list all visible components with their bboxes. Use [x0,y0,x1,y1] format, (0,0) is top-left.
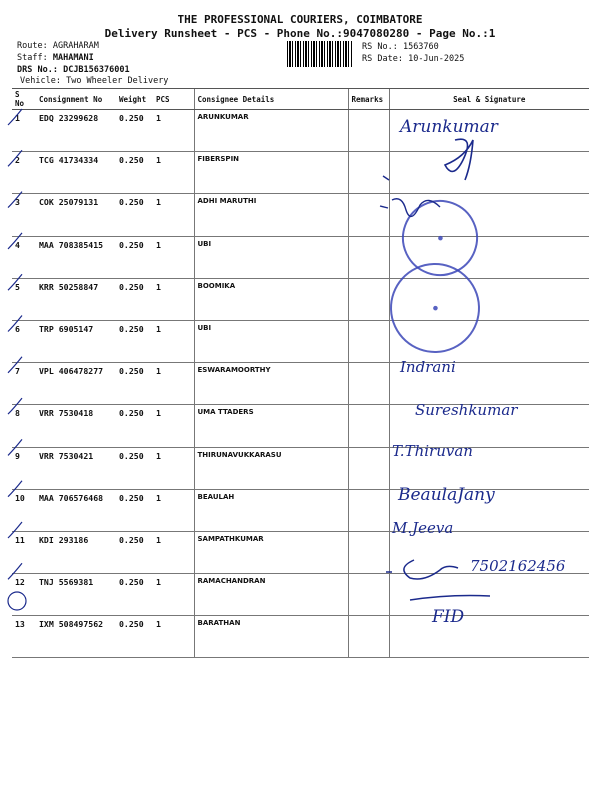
signature-cell [389,531,589,573]
weight-cell: 0.250 [116,405,153,447]
table-header-row [12,89,589,110]
weight-cell: 0.250 [116,447,153,489]
weight-cell: 0.250 [116,616,153,658]
consignee-cell: RAMACHANDRAN [194,574,348,616]
consignment-cell: MAA 708385415 [36,236,116,278]
pcs-cell: 1 [153,531,194,573]
signature-cell [389,616,589,658]
pcs-cell: 1 [153,236,194,278]
weight-cell: 0.250 [116,489,153,531]
pcs-cell: 1 [153,489,194,531]
rs-no-label: RS No.: [362,42,398,52]
sno-cell: 13 [12,616,36,658]
remarks-cell [348,616,389,658]
consignment-cell: IXM 508497562 [36,616,116,658]
consignment-cell: TRP 6905147 [36,320,116,362]
sno-cell: 6 [12,320,36,362]
weight-cell: 0.250 [116,152,153,194]
drs-label: DRS No.: [17,65,58,75]
weight-cell: 0.250 [116,363,153,405]
official-stamp-1: ● [391,189,488,286]
pcs-cell: 1 [153,447,194,489]
consignee-cell: BEAULAH [194,489,348,531]
sno-cell: 2 [12,152,36,194]
consignment-cell: KDI 293186 [36,531,116,573]
col-consignment: Consignment No [36,89,116,110]
sno-cell: 8 [12,405,36,447]
vehicle-label: Vehicle: [20,76,61,86]
remarks-cell [348,194,389,236]
consignment-cell: VRR 7530421 [36,447,116,489]
consignment-cell: COK 25079131 [36,194,116,236]
rs-date-line [362,53,464,65]
pcs-cell: 1 [153,320,194,362]
signature-10: BeaulaJany [398,485,495,505]
consignee-cell: ARUNKUMAR [194,110,348,152]
rs-no-value: 1563760 [402,42,439,52]
pcs-cell: 1 [153,152,194,194]
table-row [12,447,589,489]
pcs-cell: 1 [153,110,194,152]
consignee-cell: UMA TTADERS [194,405,348,447]
table-row [12,405,589,447]
staff-value: MAHAMANI [52,53,94,63]
sno-cell: 1 [12,110,36,152]
sno-cell: 7 [12,363,36,405]
weight-cell: 0.250 [116,194,153,236]
col-signature: Seal & Signature [389,89,589,110]
sno-cell: 10 [12,489,36,531]
rs-no-line [362,41,439,53]
table-row [12,194,589,236]
sno-cell: 9 [12,447,36,489]
table-row [12,152,589,194]
consignment-cell: EDQ 23299628 [36,110,116,152]
vehicle-value: Two Wheeler Delivery [66,76,169,86]
weight-cell: 0.250 [116,236,153,278]
consignee-cell: BARATHAN [194,616,348,658]
table-row [12,363,589,405]
signature-9: T.Thiruvan [392,442,473,460]
route-value: AGRAHARAM [52,41,99,51]
route-line [17,40,99,52]
remarks-cell [348,405,389,447]
consignment-cell: VPL 406478277 [36,363,116,405]
remarks-cell [348,110,389,152]
remarks-cell [348,152,389,194]
col-pcs: PCS [153,89,194,110]
vehicle-line [20,75,168,87]
signature-1: Arunkumar [400,117,498,137]
drs-value: DCJB156376001 [63,65,130,75]
consignment-cell: MAA 706576468 [36,489,116,531]
pcs-cell: 1 [153,405,194,447]
pcs-cell: 1 [153,363,194,405]
signature-cell [389,489,589,531]
table-row [12,278,589,320]
col-sno: S No [12,89,36,110]
weight-cell: 0.250 [116,574,153,616]
signature-11: M.Jeeva [392,519,454,537]
consignment-cell: KRR 50258847 [36,278,116,320]
signature-cell [389,152,589,194]
consignee-cell: ESWARAMOORTHY [194,363,348,405]
sno-cell: 5 [12,278,36,320]
staff-line [17,52,94,64]
consignee-cell: ADHI MARUTHI [194,194,348,236]
sno-cell: 4 [12,236,36,278]
col-consignee: Consignee Details [194,89,348,110]
pcs-cell: 1 [153,278,194,320]
consignment-cell: VRR 7530418 [36,405,116,447]
pcs-cell: 1 [153,616,194,658]
weight-cell: 0.250 [116,110,153,152]
company-title: THE PROFESSIONAL COURIERS, COIMBATORE [177,13,423,26]
pcs-cell: 1 [153,194,194,236]
table-row [12,320,589,362]
sno-cell: 12 [12,574,36,616]
signature-13: FID [432,607,465,627]
rs-date-value: 10-Jun-2025 [408,54,465,64]
table-row [12,574,589,616]
remarks-cell [348,489,389,531]
table-row [12,616,589,658]
table-body [12,110,589,658]
remarks-cell [348,320,389,362]
consignee-cell: UBI [194,320,348,362]
runsheet-subtitle: Delivery Runsheet - PCS - Phone No.:9047080280 - Page No.:1 [104,27,496,40]
weight-cell: 0.250 [116,320,153,362]
pcs-cell: 1 [153,574,194,616]
sno-cell: 11 [12,531,36,573]
runsheet-table [12,88,589,658]
remarks-cell [348,531,389,573]
signature-cell [389,110,589,152]
weight-cell: 0.250 [116,531,153,573]
consignee-cell: UBI [194,236,348,278]
remarks-cell [348,574,389,616]
table-row [12,531,589,573]
consignee-cell: THIRUNAVUKKARASU [194,447,348,489]
signature-cell [389,363,589,405]
col-weight: Weight [116,89,153,110]
consignee-cell: BOOMIKA [194,278,348,320]
staff-label: Staff: [17,53,48,63]
table-row [12,236,589,278]
official-stamp-2: ● [377,250,492,365]
signature-cell [389,447,589,489]
remarks-cell [348,236,389,278]
consignee-cell: SAMPATHKUMAR [194,531,348,573]
remarks-cell [348,363,389,405]
signature-8: Sureshkumar [415,401,518,419]
signature-cell [389,574,589,616]
table-row [12,489,589,531]
signature-7: Indrani [400,358,456,376]
consignee-cell: FIBERSPIN [194,152,348,194]
signature-cell [389,405,589,447]
sno-cell: 3 [12,194,36,236]
consignment-cell: TCG 41734334 [36,152,116,194]
col-remarks: Remarks [348,89,389,110]
remarks-cell [348,447,389,489]
rs-date-label: RS Date: [362,54,403,64]
table-row [12,110,589,152]
signature-12: 7502162456 [470,557,566,575]
barcode [287,41,353,67]
consignment-cell: TNJ 5569381 [36,574,116,616]
remarks-cell [348,278,389,320]
route-label: Route: [17,41,48,51]
weight-cell: 0.250 [116,278,153,320]
